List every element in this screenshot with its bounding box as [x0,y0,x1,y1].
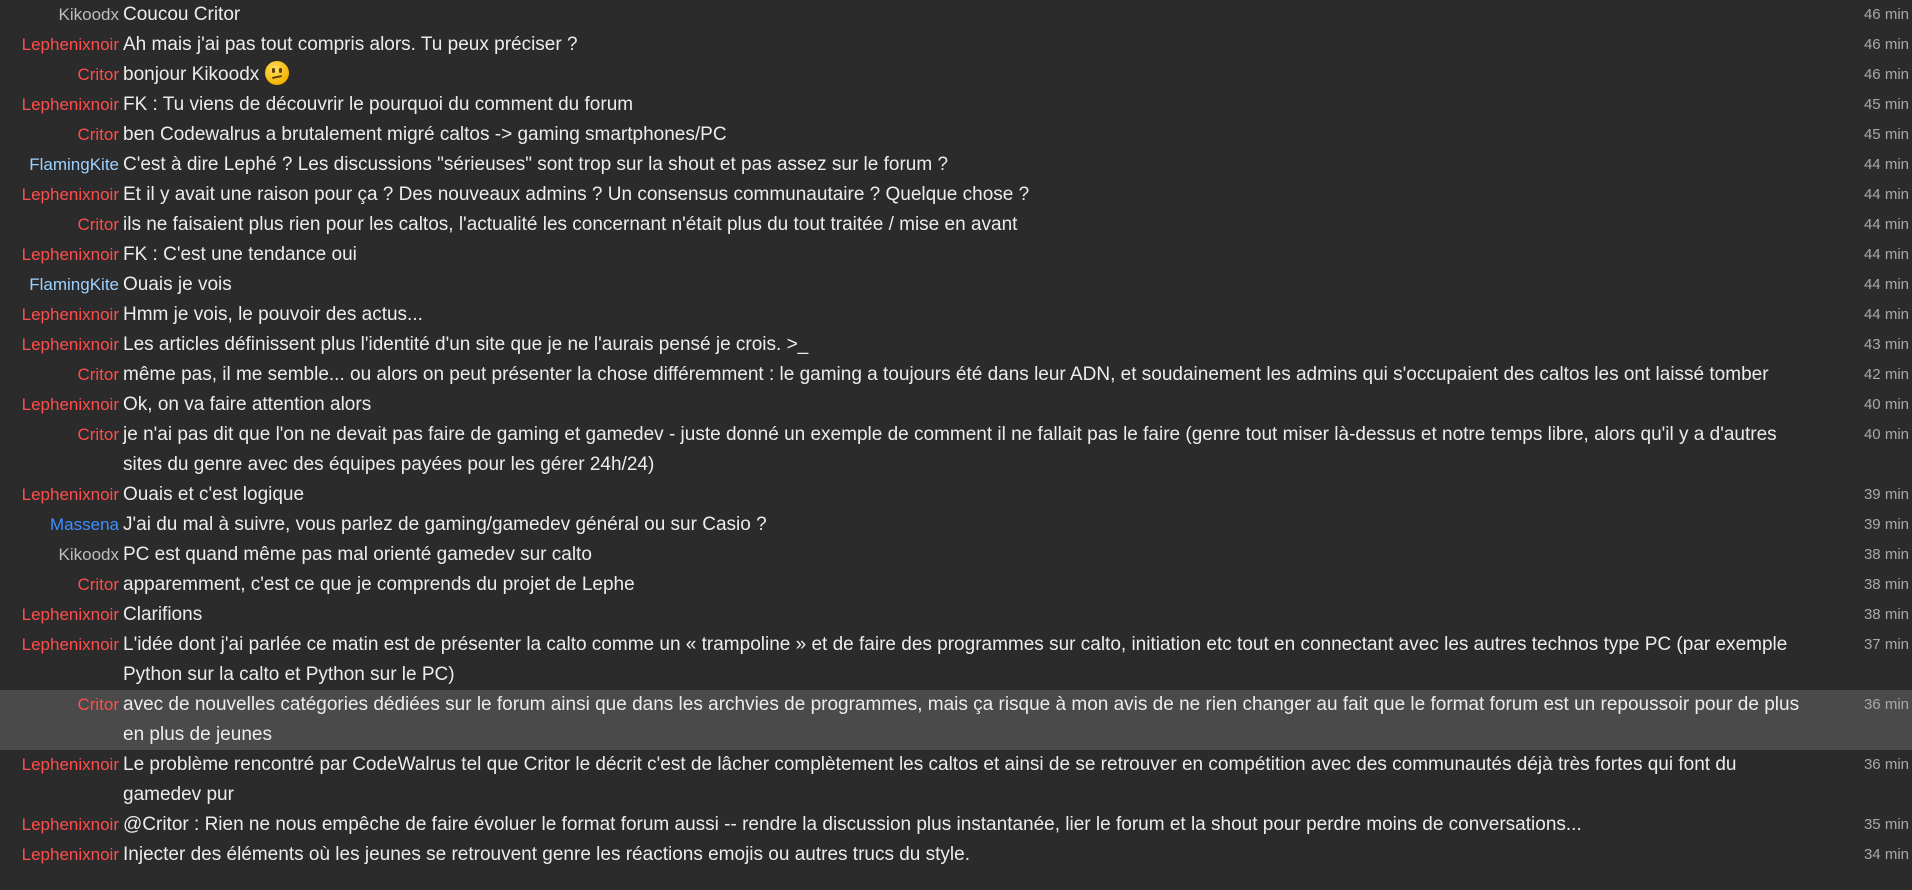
message-time: 35 min [1863,816,1909,833]
message-author[interactable]: Lephenixnoir [21,845,119,864]
thinking-face-icon [265,61,289,85]
message-author[interactable]: Lephenixnoir [21,635,119,654]
message-body: @Critor : Rien ne nous empêche de faire évoluer le format forum aussi -- rendre la discussion plus instantanée, lier le forum et la shout pour perdre moins de conversations... [123,814,1582,835]
message-time: 38 min [1863,546,1909,563]
message-body: avec de nouvelles catégories dédiées sur le forum ainsi que dans les archvies de programmes, mais ça risque à mon avis de ne rien changer au fait que le format forum est un repoussoir pour de plus en plus de jeunes [123,694,1800,745]
message-author[interactable]: Critor [77,65,119,84]
chat-message [0,0,1912,30]
message-text [123,210,1832,240]
message-body: je n'ai pas dit que l'on ne devait pas faire de gaming et gamedev - juste donné un exemple de comment il ne fallait pas le faire (genre tout miser là-dessus et notre temps libre, alors qu'il y a d'autres sites du genre avec des équipes payées pour les gérer 24h/24) [123,424,1777,475]
message-time: 40 min [1863,426,1909,443]
chat-message [0,600,1912,630]
message-author[interactable]: Lephenixnoir [21,95,119,114]
message-text [123,0,1832,30]
message-body: bonjour Kikoodx [123,64,260,85]
chat-message [0,810,1912,840]
message-time: 45 min [1863,96,1909,113]
chat-message [0,840,1912,870]
message-text [123,540,1832,570]
message-time: 38 min [1863,576,1909,593]
message-time: 45 min [1863,126,1909,143]
message-author[interactable]: Lephenixnoir [21,815,119,834]
chat-message [0,210,1912,240]
message-body: Ouais et c'est logique [123,484,305,505]
chat-message [0,480,1912,510]
chat-message [0,270,1912,300]
message-text [123,570,1832,600]
message-time: 43 min [1863,336,1909,353]
message-author[interactable]: Critor [77,695,119,714]
message-time: 44 min [1863,216,1909,233]
message-body: Clarifions [123,604,203,625]
message-body: ben Codewalrus a brutalement migré caltos -> gaming smartphones/PC [123,124,727,145]
message-author[interactable]: Critor [77,425,119,444]
chat-message [0,330,1912,360]
message-body: Le problème rencontré par CodeWalrus tel que Critor le décrit c'est de lâcher complètement les caltos et ainsi de se retrouver en compétition avec des communautés déjà très fortes qui font du gamedev pur [123,754,1737,805]
message-body: ils ne faisaient plus rien pour les caltos, l'actualité les concernant n'était plus du tout traitée / mise en avant [123,214,1018,235]
message-author[interactable]: FlamingKite [29,275,119,294]
message-text [123,600,1832,630]
message-author[interactable]: Lephenixnoir [21,605,119,624]
chat-message [0,90,1912,120]
message-body: Ouais je vois [123,274,232,295]
chat-message [0,570,1912,600]
message-body: Coucou Critor [123,4,241,25]
message-text [123,810,1832,840]
message-time: 39 min [1863,516,1909,533]
message-author[interactable]: Kikoodx [58,545,119,564]
message-text [123,480,1832,510]
message-body: Les articles définissent plus l'identité d'un site que je ne l'aurais pensé je crois. >_ [123,334,809,355]
message-body: Ok, on va faire attention alors [123,394,372,415]
message-author[interactable]: Lephenixnoir [21,185,119,204]
message-body: FK : C'est une tendance oui [123,244,357,265]
message-text [123,90,1832,120]
message-text [123,390,1832,420]
message-text [123,30,1832,60]
message-author[interactable]: Lephenixnoir [21,245,119,264]
message-text [123,510,1832,540]
message-text [123,420,1832,480]
message-body: FK : Tu viens de découvrir le pourquoi du comment du forum [123,94,634,115]
message-author[interactable]: Critor [77,125,119,144]
message-body: J'ai du mal à suivre, vous parlez de gaming/gamedev général ou sur Casio ? [123,514,767,535]
message-author[interactable]: FlamingKite [29,155,119,174]
message-text [123,360,1832,390]
chat-message [0,60,1912,90]
message-body: PC est quand même pas mal orienté gamedev sur calto [123,544,592,565]
message-text [123,840,1832,870]
message-body: même pas, il me semble... ou alors on peut présenter la chose différemment : le gaming a toujours été dans leur ADN, et soudainement les admins qui s'occupaient des caltos les ont laissé tomber [123,364,1769,385]
message-time: 37 min [1863,636,1909,653]
chat-message [0,30,1912,60]
chat-message [0,750,1912,810]
message-body: Et il y avait une raison pour ça ? Des nouveaux admins ? Un consensus communautaire ? Quelque chose ? [123,184,1030,205]
message-text [123,180,1832,210]
chat-message [0,240,1912,270]
message-time: 38 min [1863,606,1909,623]
message-text [123,300,1832,330]
chat-message [0,420,1912,480]
message-text [123,750,1832,810]
message-time: 34 min [1863,846,1909,863]
message-text [123,150,1832,180]
message-author[interactable]: Critor [77,365,119,384]
message-text [123,240,1832,270]
message-text [123,120,1832,150]
chat-message [0,630,1912,690]
message-text [123,630,1832,690]
message-time: 46 min [1863,36,1909,53]
message-time: 36 min [1863,696,1909,713]
chat-message [0,510,1912,540]
message-author[interactable]: Massena [50,515,119,534]
message-author[interactable]: Critor [77,215,119,234]
message-text [123,330,1832,360]
chat-message [0,390,1912,420]
message-author[interactable]: Lephenixnoir [21,395,119,414]
message-time: 42 min [1863,366,1909,383]
message-time: 44 min [1863,186,1909,203]
message-author[interactable]: Lephenixnoir [21,35,119,54]
chat-message [0,180,1912,210]
message-text [123,270,1832,300]
chat-message [0,690,1912,750]
message-author[interactable]: Kikoodx [58,5,119,24]
message-author[interactable]: Lephenixnoir [21,305,119,324]
chat-message [0,360,1912,390]
message-time: 46 min [1863,6,1909,23]
message-body: apparemment, c'est ce que je comprends du projet de Lephe [123,574,635,595]
message-body: Hmm je vois, le pouvoir des actus... [123,304,423,325]
message-time: 44 min [1863,156,1909,173]
message-time: 39 min [1863,486,1909,503]
message-author[interactable]: Lephenixnoir [21,335,119,354]
chat-message [0,120,1912,150]
message-body: C'est à dire Lephé ? Les discussions "sérieuses" sont trop sur la shout et pas assez sur le forum ? [123,154,949,175]
message-time: 46 min [1863,66,1909,83]
message-body: L'idée dont j'ai parlée ce matin est de présenter la calto comme un « trampoline » et de faire des programmes sur calto, initiation etc tout en connectant avec les autres technos type PC (par exemple Python sur la calto et Python sur le PC) [123,634,1788,685]
message-time: 36 min [1863,756,1909,773]
message-time: 44 min [1863,246,1909,263]
message-author[interactable]: Critor [77,575,119,594]
message-time: 44 min [1863,306,1909,323]
chat-message [0,540,1912,570]
message-time: 44 min [1863,276,1909,293]
message-text [123,60,1832,90]
message-author[interactable]: Lephenixnoir [21,755,119,774]
chat-message [0,150,1912,180]
message-text [123,690,1832,750]
message-time: 40 min [1863,396,1909,413]
message-body: Injecter des éléments où les jeunes se retrouvent genre les réactions emojis ou autres trucs du style. [123,844,970,865]
message-body: Ah mais j'ai pas tout compris alors. Tu peux préciser ? [123,34,578,55]
message-author[interactable]: Lephenixnoir [21,485,119,504]
chat-message [0,300,1912,330]
